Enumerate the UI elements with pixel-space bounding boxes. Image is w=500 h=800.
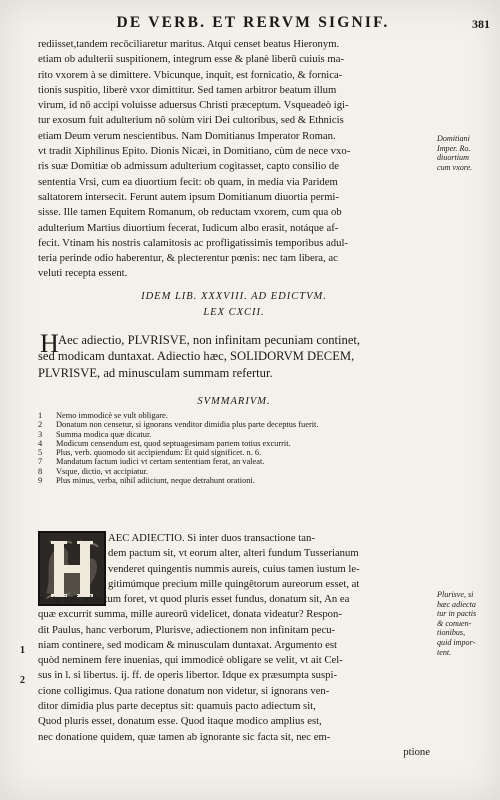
- lex-line: PLVRISVE, ad minusculam summam refertur.: [38, 365, 273, 380]
- text-line: fecit. Vtinam his nostris calamitosis ac profligatissimis temporibus adul-: [38, 236, 348, 249]
- lex-text: [38, 332, 438, 381]
- summarium-number: 4: [38, 438, 43, 448]
- text-line: quæ excurrit summa, mille aureorū videlicet, donata videatur? Respon-: [38, 608, 342, 621]
- summarium-item: [38, 430, 438, 439]
- summarium-heading: SVMMARIVM.: [197, 396, 271, 407]
- summarium-number: 8: [38, 466, 43, 476]
- summarium-heading-wrap: [38, 395, 430, 409]
- running-title: DE VERB. ET RERVM SIGNIF.: [116, 14, 390, 31]
- margin-note-line: Imper. Ro.: [437, 143, 471, 153]
- text-line: dit Paulus, hanc verborum, Plurisve, adiectionem non infinitam pecu-: [38, 623, 336, 636]
- text-line: tur exosum fuit adulterium nō solùm viri Dei cultoribus, sed & Ethnicis: [38, 114, 344, 127]
- lex-line: Aec adiectio, PLVRISVE, non infinitam pecuniam continet,: [58, 333, 361, 347]
- catchword: ptione: [403, 745, 430, 758]
- margin-note-domitian: [437, 134, 472, 172]
- summarium-number: 1: [38, 411, 43, 420]
- text-line: pacto ipsi adiectum foret, vt quod pluris esset fundus, donatum sit, An ea: [38, 593, 350, 605]
- margin-note-line: diuortium: [437, 153, 469, 163]
- text-line: ris suæ Domitiæ ob admissum adulterium cogitasset, capto consilio de: [38, 160, 339, 173]
- summarium-text: Vsque, dictio, vt accipiatur.: [56, 466, 149, 476]
- lex-heading: LEX CXCII.: [203, 306, 265, 318]
- margin-note-line: hæc adiecta: [437, 599, 476, 609]
- top-paragraph: [38, 37, 430, 282]
- margin-note-line: Plurisve, si: [437, 590, 474, 599]
- text-line: niam continere, sed modicam & minusculam duntaxat. Argumento est: [38, 638, 337, 651]
- summarium-item: [38, 411, 438, 420]
- margin-note-line: quid impor-: [437, 637, 476, 647]
- text-line: gitimúmque precium mille quingētorum aureorum esset, at: [108, 577, 360, 590]
- lex-line: sed modicam duntaxat. Adiectio hæc, SOLIDORVM DECEM,: [38, 349, 355, 364]
- text-line: virum, id nō accipi voluisse aduersus Christi præceptum. Vsqueadeò igi-: [38, 99, 349, 112]
- summarium-item: [38, 457, 438, 466]
- text-line: nec donatione quidem, quæ tamen ab ignorante sic facta sit, nec em-: [38, 730, 331, 743]
- section-heading: IDEM LIB. XXXVIII. AD EDICTVM.: [141, 291, 327, 302]
- text-line: sus in l. si libertus. ij. ff. de operis libertor. Idque ex præsumpta suspi-: [38, 669, 338, 682]
- margin-note-line: tent.: [437, 647, 452, 657]
- summarium-number: 5: [38, 448, 43, 458]
- text-line: adulterium Martius diuortium fecerat, Iudicum albo erasit, notáque af-: [38, 221, 339, 234]
- summarium-number: 9: [38, 476, 43, 486]
- margin-note-plurisve: [437, 590, 476, 657]
- text-line: dem pactum sit, vt eorum alter, alteri fundum Tusserianum: [108, 547, 359, 560]
- summarium-number: 7: [38, 457, 43, 467]
- text-line: sisse. Ille tamen Equitem Romanum, ob reductam vxorem, cum qua ob: [38, 206, 342, 219]
- summarium-text: Plus, verb. quomodo sit accipiendum: Et quid significet. n. 6.: [56, 448, 262, 458]
- summarium-item: [38, 439, 438, 448]
- summarium-item: [38, 476, 438, 485]
- summarium-text: Nemo immodicè se vult obligare.: [56, 411, 168, 420]
- commentary-full: [38, 592, 430, 760]
- section-heading-block: [38, 290, 430, 319]
- text-line: Quod pluris esset, donatum esse. Quod itaque modico amplius est,: [38, 715, 322, 728]
- summarium-text: Mandatum factum iudici vt certam sententiam ferat, an valeat.: [56, 457, 265, 467]
- text-line: rito vxorem à se dimittere. Vbicunque, inquit, est fornicatio, & fornica-: [38, 68, 343, 81]
- summarium-text: Summa modica quæ dicatur.: [56, 429, 152, 439]
- text-line: venderet quingentis nummis aureis, cuius tamen iustum le-: [108, 562, 360, 575]
- summarium-item: [38, 467, 438, 476]
- summarium-text: Donatum non censetur, si ignorans venditor dimidia plus parte deceptus fuerit.: [56, 420, 319, 430]
- text-line: sententia Vrsi, cum ea diuortium fecit: ob quam, in media via Paridem: [38, 175, 338, 188]
- summarium-text: Plus minus, verba, nihil adiiciunt, neque detrahunt orationi.: [56, 476, 255, 486]
- lex-initial: H: [40, 329, 59, 358]
- text-line: veluti recepta essent.: [38, 267, 128, 280]
- summarium-number: 3: [38, 429, 43, 439]
- text-line: cione colligimus. Qua ratione donatum non videtur, si ignorans ven-: [38, 684, 330, 697]
- summarium-text: Modicum censendum est, quod septuagesimam partem totius excurrit.: [56, 438, 291, 448]
- text-line: tionis suspitio, liberè vxor dimittitur. Sed tamen arbitror beatum illum: [38, 83, 337, 96]
- text-line: etiam Deum verum nescientibus. Nam Domitianus Imperator Roman.: [38, 129, 336, 142]
- margin-note-line: Domitiani: [437, 134, 470, 143]
- summarium-list: [38, 411, 438, 485]
- margin-note-line: tionibus,: [437, 628, 466, 638]
- text-line: ditor dimidia plus parte deceptus sit: quamuis pacto adiectum sit,: [38, 700, 316, 713]
- margin-note-line: & conuen-: [437, 618, 472, 628]
- margin-number: 1: [20, 645, 25, 656]
- margin-note-line: cum vxore.: [437, 162, 473, 172]
- summarium-number: 2: [38, 420, 43, 430]
- summarium-item: [38, 448, 438, 457]
- text-line: quòd neminem fere inuenias, qui immodicè obligare se velit, vt ait Cel-: [38, 654, 343, 667]
- summarium-item: [38, 420, 438, 429]
- text-line: rediisset,tandem recōciliaretur maritus. Atqui censet beatus Hieronym.: [38, 38, 340, 50]
- text-line: vt tradit Xiphilinus Epito. Dionis Nicæi, in Domitiano, cùm de nece vxo-: [38, 145, 351, 158]
- text-line: saltatorem intersecit. Ferunt autem ipsum Domitianum diuortia permi-: [38, 190, 339, 203]
- text-line: etiam ob adulterii suspitionem, integrum esse & planè liberū cuiuis ma-: [38, 53, 345, 66]
- text-line: teria perinde odio haberentur, & plecterentur pœnis: nec tam libera, ac: [38, 252, 338, 265]
- margin-note-line: tur in pactis: [437, 609, 477, 619]
- page-number: 381: [472, 17, 490, 31]
- text-line: AEC ADIECTIO. Si inter duos transactione tan-: [108, 532, 315, 544]
- margin-number: 2: [20, 675, 25, 686]
- commentary-indented: [108, 531, 432, 592]
